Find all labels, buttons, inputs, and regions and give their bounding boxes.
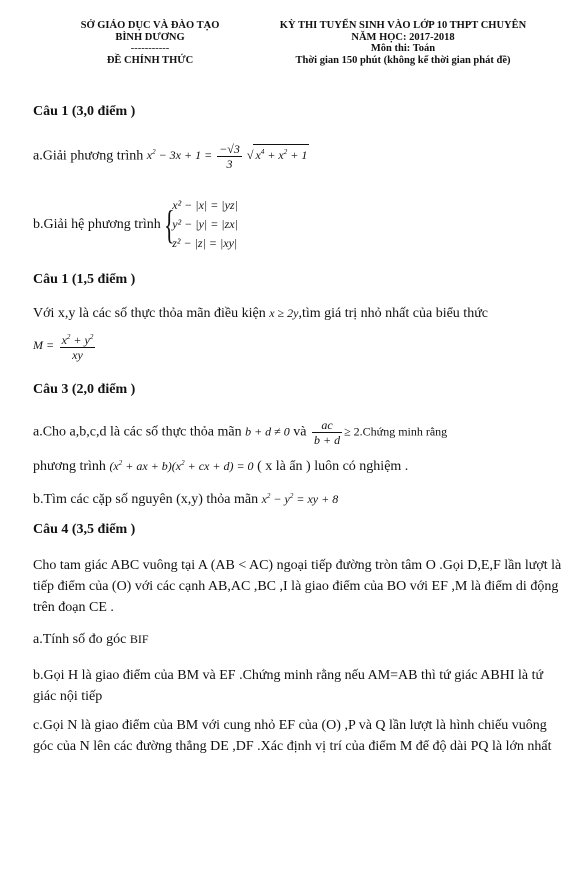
equation-1a: $x^2 - 3x + 1$ = $\frac{-√3}{3}$ √ $x^4 + x^2 + 1$ [146,142,308,171]
expression-M: M = $\frac{x^2 + y^2}{xy}$ [33,330,97,362]
question-2-text [33,303,488,324]
province-name: BÌNH DƯƠNG [115,31,185,43]
question-4c: c.Gọi N là giao điểm của BM với cung nhỏ EF của (O) ,P và Q lần lượt là hình chiếu vuông góc của N lên các đường thẳng DE ,DF .Xác định vị trí của điểm M để độ dài PQ là lớn nhất [33,718,552,754]
header-divider: ----------- [130,43,170,54]
department-name: SỞ GIÁO DỤC VÀ ĐÀO TẠO [80,20,220,31]
question-4-title: Câu 4 (3,5 điểm ) [33,522,136,537]
question-1b [33,196,238,253]
question-4a-text: a.Tính số đo góc [33,632,127,647]
angle-bif: BIF [129,632,149,646]
question-4a [33,629,149,650]
official-exam-label: ĐỀ CHÍNH THỨC [106,54,194,66]
question-3-title: Câu 3 (2,0 điểm ) [33,382,136,397]
question-1a [33,142,309,171]
question-1b-text: b.Giải hệ phương trình [33,217,161,232]
header-left [60,20,240,66]
question-3b [33,486,338,510]
exam-title: KỲ THI TUYỂN SINH VÀO LỚP 10 THPT CHUYÊN [279,20,527,31]
equation-system-1b: { x² − |x| = |yz| y² − |y| = |zx| z² − |z| = |xy| [164,196,238,253]
equation-3a: ($x^2$ + ax + $b)(x^2$ + cx + d) = 0 [109,459,254,473]
question-3a-equation-line [33,453,408,477]
question-3a-and: và [293,424,307,440]
question-2-text-a: Với x,y là các số thực thỏa mãn điều kiện [33,306,266,321]
question-3a-condition: b + d ≠ 0 [245,424,290,439]
system-eq-3: z² − |z| = |xy| [172,236,238,250]
question-4-intro: Cho tam giác ABC vuông tại A (AB < AC) ngoại tiếp đường tròn tâm O .Gọi D,E,F lần lượt là tiếp điểm của (O) với các cạnh AB,AC ,BC ,I là giao điểm của BO với EF ,M là điểm di động trên đoạn CE . [33,558,562,615]
question-1-title: Câu 1 (3,0 điểm ) [33,104,136,119]
question-3a-note: ( x là ẩn ) luôn có nghiệm . [257,459,409,474]
system-eq-1: x² − |x| = |yz| [172,198,238,212]
subject: Môn thi: Toán [370,43,436,54]
question-2-condition: x ≥ 2y [269,306,299,320]
question-3a-claim: ≥ 2.Chứng minh rằng [344,424,448,439]
question-3a-eq-label: phương trình [33,459,106,474]
question-4b: b.Gọi H là giao điểm của BM và EF .Chứng minh rằng nếu AM=AB thì tứ giác ABHI là tứ giác nội tiếp [33,668,544,704]
question-3a-text: a.Cho a,b,c,d là các số thực thỏa mãn [33,424,242,440]
school-year: NĂM HỌC: 2017-2018 [351,31,455,43]
header-right [248,20,558,66]
equation-3b: $x^2 - y^2$ = xy + 8 [261,492,339,506]
system-eq-2: y² − |y| = |zx| [172,217,238,231]
question-2-text-b: ,tìm giá trị nhỏ nhất của biểu thức [298,306,488,321]
question-2-title: Câu 1 (1,5 điểm ) [33,272,136,287]
time-limit: Thời gian 150 phút (không kể thời gian phát đề) [295,54,511,66]
question-3b-text: b.Tìm các cặp số nguyên (x,y) thỏa mãn [33,492,259,507]
question-1a-text: a.Giải phương trình [33,148,144,164]
question-3a: a.Cho a,b,c,d là các số thực thỏa mãn b + d ≠ 0 và $\frac{ac}{b + d}$ ≥ 2.Chứng minh rằng [33,418,448,447]
